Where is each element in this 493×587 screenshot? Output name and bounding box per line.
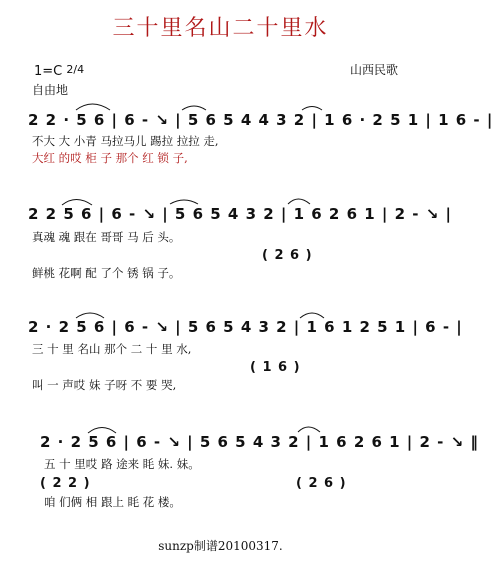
lyric-line-3a: 三 十 里 名山 那个 二 十 里 水, (32, 342, 192, 356)
lyric-line-2a: 真魂 魂 跟在 哥哥 马 后 头。 (32, 230, 181, 244)
notation-row-2: 2 2 5 6 | 6 - ↘ | 5 6 5 4 3 2 | 1 6 2 6 1 | 2 - ↘ | (28, 205, 452, 223)
slur-9 (88, 428, 116, 434)
notation-row-4: 2 · 2 5 6 | 6 - ↘ | 5 6 5 4 3 2 | 1 6 2 6 1 | 2 - ↘ ‖ (40, 433, 479, 451)
notation-row-3: 2 · 2 5 6 | 6 - ↘ | 5 6 5 4 3 2 | 1 6 1 2 5 1 | 6 - | (28, 318, 463, 336)
lyric-line-4a: 五 十 里哎 路 途来 眊 妹. 妹。 (44, 457, 200, 471)
slur-7 (76, 313, 104, 318)
alt-notes-row-2: ( 2 6 ) (262, 248, 313, 263)
slur-1 (76, 104, 110, 110)
slur-8 (300, 313, 324, 318)
slur-10 (298, 427, 320, 432)
lyric-line-1b: 大红 的哎 柜 子 那个 红 锁 子, (32, 151, 188, 165)
slur-6 (288, 199, 310, 204)
lyric-line-3b: 叫 一 声哎 妹 子呀 不 要 哭, (32, 378, 177, 392)
notation-row-1: 2 2 · 5 6 | 6 - ↘ | 5 6 5 4 4 3 2 | 1 6 · 2 5 1 | 1 6 - | (28, 111, 493, 129)
slur-3 (302, 107, 322, 111)
alt-notes-left-row-4: ( 2 2 ) (40, 476, 91, 491)
slur-2 (182, 106, 206, 110)
lyric-line-2b: 鲜桃 花啊 配 了个 锈 锅 子。 (32, 266, 181, 280)
alt-notes-row-3: ( 1 6 ) (250, 360, 301, 375)
credit-line: sunzp制谱20100317. (158, 539, 283, 553)
alt-notes-row-4: ( 2 6 ) (296, 476, 347, 491)
origin-label: 山西民歌 (350, 63, 399, 77)
slur-5 (170, 200, 198, 204)
time-signature: 2/4 (66, 63, 85, 76)
lyric-line-4b: 咱 们俩 相 跟上 眊 花 楼。 (44, 495, 181, 509)
lyric-line-1a: 不大 大 小青 马拉马儿 踢拉 拉拉 走, (32, 134, 219, 148)
slur-4 (62, 200, 92, 206)
page-title: 三十里名山二十里水 (112, 16, 329, 41)
key-label: 1=C (34, 64, 63, 79)
tempo-marking: 自由地 (32, 83, 69, 97)
